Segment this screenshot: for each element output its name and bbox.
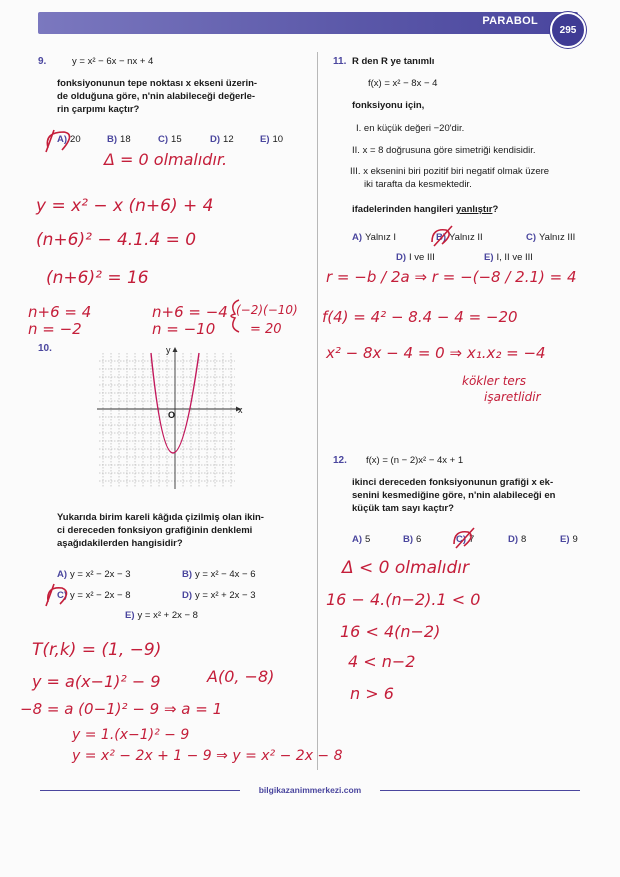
q9-hw-line8: (−2)(−10) [236,303,298,317]
q9-text-2: de olduğuna göre, n'nin alabileceği değerle- [57,91,256,102]
q9-hw-line6: n+6 = −4 [152,303,228,321]
q9-hw-line1: y = x² − x (n+6) + 4 [36,196,214,216]
q12-option-b[interactable]: B) 6 [403,534,422,545]
q9-hw-line7: n = −10 [152,320,216,338]
q10-hw-line5: y = 1.(x−1)² − 9 [72,727,190,743]
q10-hw-line1: T(r,k) = (1, −9) [32,640,162,660]
q12-hw-line2: 16 − 4.(n−2).1 < 0 [326,590,481,609]
q10-option-e[interactable]: E) y = x² + 2x − 8 [125,610,198,621]
q10-origin-label: O [168,410,176,420]
q11-hw-line5: işaretlidir [484,390,541,404]
q9-text-3: rin çarpımı kaçtır? [57,104,140,115]
q10-hw-line4: −8 = a (0−1)² − 9 ⇒ a = 1 [20,700,223,718]
q12-option-e[interactable]: E) 9 [560,534,578,545]
header-bar [38,12,578,34]
q9-hw-delta: Δ = 0 olmalıdır. [104,150,228,169]
q11-question: ifadelerinden hangileri yanlıştır? [352,204,499,215]
q11-option-d[interactable]: D) I ve III [396,252,435,263]
q12-option-a[interactable]: A) 5 [352,534,371,545]
q10-text-3: aşağıdakilerden hangisidir? [57,538,183,549]
q11-number: 11. [333,56,347,67]
q12-option-c[interactable]: C) 7 [456,534,475,545]
q9-hw-line2: (n+6)² − 4.1.4 = 0 [36,230,197,250]
q12-hw-line3: 16 < 4(n−2) [340,622,441,641]
q11-hw-line4: kökler ters [462,374,526,388]
q11-answer-mark [428,224,458,248]
q12-equation: f(x) = (n − 2)x² − 4x + 1 [366,455,464,466]
q11-hw-line3: x² − 8x − 4 = 0 ⇒ x₁.x₂ = −4 [326,344,546,362]
q9-equation: y = x² − 6x − nx + 4 [72,56,154,67]
q11-statement-3: III. x eksenini biri pozitif biri negatif olmak üzere [350,166,550,177]
q9-option-d[interactable]: D) 12 [210,134,234,145]
q9-hw-line4: n+6 = 4 [28,303,92,321]
footer-site: bilgikazanimmerkezi.com [258,785,362,795]
q9-option-b[interactable]: B) 18 [107,134,131,145]
q12-number: 12. [333,455,347,466]
q9-hw-line9: = 20 [250,322,282,337]
q9-number: 9. [38,56,47,67]
q10-hw-line6: y = x² − 2x + 1 − 9 ⇒ y = x² − 2x − 8 [72,748,343,764]
q10-axis-x-label: x [238,405,243,415]
q11-option-b[interactable]: B) Yalnız II [436,232,483,243]
q12-answer-mark [450,526,480,550]
q12-hw-line1: Δ < 0 olmalıdır [342,558,469,578]
q11-statement-1: I. en küçük değeri −20'dir. [356,123,465,134]
page-number-badge: 295 [550,12,586,48]
q12-hw-line5: n > 6 [350,684,394,703]
q12-option-d[interactable]: D) 8 [508,534,527,545]
q10-text-2: ci dereceden fonksiyon grafiğinin denklemi [57,525,253,536]
q9-option-e[interactable]: E) 10 [260,134,284,145]
q11-hw-line1: r = −b / 2a ⇒ r = −(−8 / 2.1) = 4 [326,268,577,286]
q10-option-c[interactable]: C) y = x² − 2x − 8 [57,590,131,601]
q10-answer-mark [44,582,74,608]
q11-option-a[interactable]: A) Yalnız I [352,232,397,243]
q10-option-b[interactable]: B) y = x² − 4x − 6 [182,569,256,580]
q9-hw-line3: (n+6)² = 16 [46,268,149,288]
q11-text: fonksiyonu için, [352,100,425,111]
q9-option-a[interactable]: A) 20 [57,134,81,145]
q11-statement-2: II. x = 8 doğrusuna göre simetriği kendisidir. [352,145,536,156]
q10-number: 10. [38,343,52,354]
q10-option-a[interactable]: A) y = x² − 2x − 3 [57,569,131,580]
column-divider [317,52,318,770]
q12-hw-line4: 4 < n−2 [348,652,416,671]
q11-option-e[interactable]: E) I, II ve III [484,252,533,263]
q11-statement-3-cont: iki tarafta da kesmektedir. [364,179,472,190]
q10-hw-line2: A(0, −8) [207,667,275,686]
q12-text-1: ikinci dereceden fonksiyonunun grafiği x ek- [352,477,554,488]
q12-text-2: senini kesmediğine göre, n'nin alabileceği en [352,490,556,501]
q9-text-1: fonksiyonunun tepe noktası x ekseni üzerin- [57,78,258,89]
q11-option-c[interactable]: C) Yalnız III [526,232,576,243]
q11-hw-line2: f(4) = 4² − 8.4 − 4 = −20 [322,308,518,326]
q10-hw-line3: y = a(x−1)² − 9 [32,672,161,691]
q9-hw-line5: n = −2 [28,320,82,338]
q10-axis-y-label: y [166,345,171,355]
header-title: PARABOL [482,15,538,27]
q11-intro: R den R ye tanımlı [352,56,435,67]
q9-option-c[interactable]: C) 15 [158,134,182,145]
q10-option-d[interactable]: D) y = x² + 2x − 3 [182,590,256,601]
q9-brace [225,296,245,336]
q9-answer-mark [42,126,82,156]
q10-text-1: Yukarıda birim kareli kâğıda çizilmiş olan ikin- [57,512,264,523]
q11-equation: f(x) = x² − 8x − 4 [368,78,438,89]
q12-text-3: küçük tam sayı kaçtır? [352,503,454,514]
